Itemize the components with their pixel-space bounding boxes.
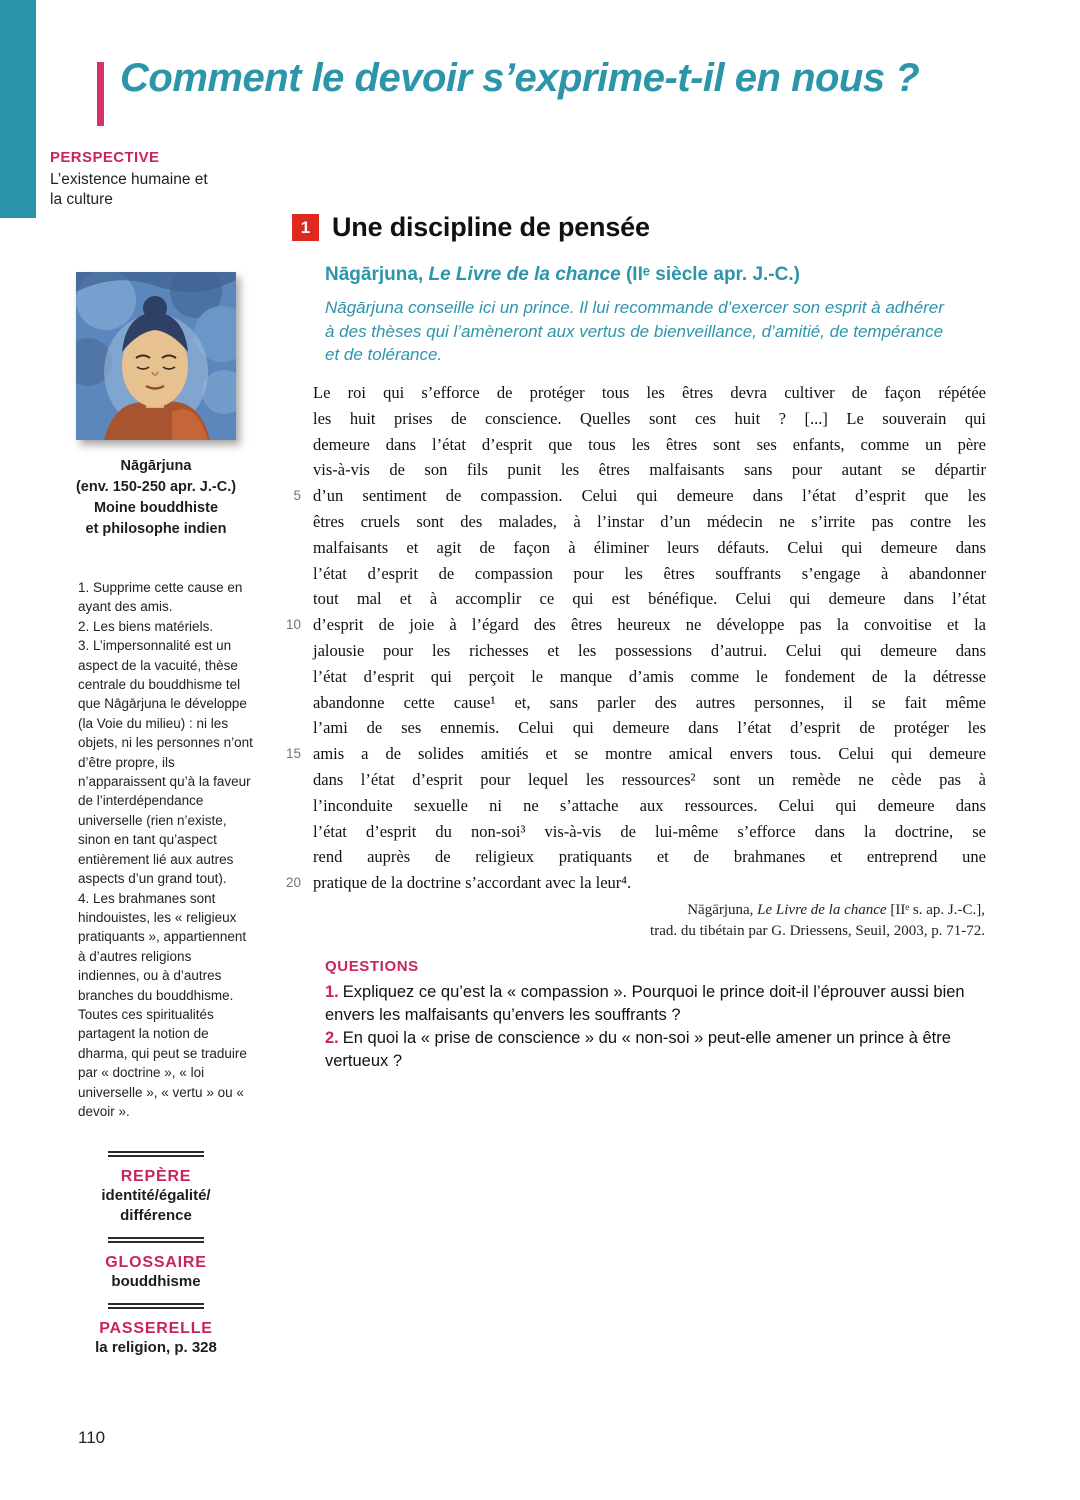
line-number [286,535,313,561]
work-date: (IIᵉ siècle apr. J.-C.) [625,264,800,285]
line-number [286,690,313,716]
line-text: pratique de la doctrine s’accordant avec la leur⁴. [313,873,632,893]
text-line [286,793,986,819]
work-title: Le Livre de la chance [428,264,626,285]
chapter-header [97,56,919,126]
citation-date: [IIᵉ s. ap. J.-C.], [886,902,985,918]
text-line [286,741,986,767]
line-text: amis a de solides amitiés et se montre amical envers tous. Celui qui demeure [313,744,986,764]
footnote: 4. Les brahmanes sont hindouistes, les « religieux pratiquants », appartiennent à d’autres religions indiennes, ou à d’autres branches du bouddhisme. Toutes ces spiritualités partagent la notion de dharma, qui peut se traduire par « doctrine », « loi universelle », « vertu » ou « devoir ». [78,890,247,1119]
page-number: 110 [78,1428,106,1447]
repere-text-line2: différence [120,1207,192,1224]
sidebar-boxes [60,1140,252,1358]
text-line [286,483,986,509]
line-text: l’inconduite sexuelle ni ne s’attache aux ressources. Celui qui demeure dans [313,795,986,815]
line-number [286,715,313,741]
perspective-text: L’existence humaine et la culture [50,171,208,208]
work-reference-heading [325,264,800,286]
line-number [286,819,313,845]
line-number: 15 [286,746,302,762]
questions-section [325,958,1005,1073]
line-number: 5 [293,488,301,504]
portrait-caption-line: et philosophe indien [85,521,227,537]
line-number [286,432,313,458]
chapeau-intro: Nāgārjuna conseille ici un prince. Il lui recommande d’exercer son esprit à adhérer à des thèses qui l’amèneront aux vertus de bienveillance, d’amitié, de tempérance et de tolérance. [325,298,944,364]
portrait-caption-line: Moine bouddhiste [93,500,219,516]
body-text [286,380,986,896]
line-text: demeure dans l’état d’esprit que tous les êtres sont ses enfants, comme un père [313,434,986,454]
line-text: jalousie pour les richesses et les possessions d’autrui. Celui qui demeure dans [313,640,986,660]
text-line [286,406,986,432]
line-text: l’état d’esprit du non-soi³ vis-à-vis de lui-même s’efforce dans la doctrine, se [313,821,986,841]
line-number [286,406,313,432]
text-line [286,844,986,870]
line-number [286,793,313,819]
portrait-caption-line: (env. 150-250 apr. J.-C.) [75,479,237,495]
questions-label: QUESTIONS [325,958,419,975]
text-line [286,819,986,845]
text-line [286,457,986,483]
citation-line2: trad. du tibétain par G. Driessens, Seuil, 2003, p. 71-72. [650,923,985,939]
line-number [286,586,313,612]
question-text: Expliquez ce qu’est la « compassion ». Pourquoi le prince doit-il l’éprouver aussi bien envers les malfaisants qu’envers les souffrants ? [325,983,965,1024]
source-citation [325,900,985,942]
line-number [286,509,313,535]
repere-label: REPÈRE [120,1168,192,1185]
text-line [286,535,986,561]
divider-rule [108,1151,204,1157]
line-number [286,561,313,587]
question-item [325,1027,1005,1073]
text-line [286,612,986,638]
line-number [286,380,313,406]
line-text: abandonne cette cause¹ et, sans parler des autres personnes, il se fait même [313,692,986,712]
nagarjuna-portrait-image [76,272,236,440]
glossaire-text: bouddhisme [111,1273,201,1290]
line-text: l’état d’esprit de compassion pour les êtres souffrants s’engage à abandonner [313,563,986,583]
divider-rule [108,1303,204,1309]
line-text: d’esprit de joie à l’égard des êtres heureux ne développe pas la convoitise et la [313,615,986,635]
line-number [286,457,313,483]
text-line [286,586,986,612]
text-line [286,870,986,896]
perspective-label: PERSPECTIVE [50,149,160,166]
text-line [286,380,986,406]
line-text: malfaisants et agit de façon à éliminer leurs défauts. Celui qui demeure dans [313,537,986,557]
glossaire-label: GLOSSAIRE [105,1254,207,1271]
line-text: d’un sentiment de compassion. Celui qui demeure dans l’état d’esprit que les [313,486,986,506]
citation-author: Nāgārjuna, [687,902,758,918]
line-text: vis-à-vis de son fils punit les êtres malfaisants sans pour autant se départir [313,460,986,480]
question-item [325,981,1005,1027]
line-number: 20 [286,875,302,891]
text-line [286,638,986,664]
text-line [286,561,986,587]
line-text: Le roi qui s’efforce de protéger tous les êtres devra cultiver de façon répétée [313,383,986,402]
portrait-caption-line: Nāgārjuna [120,458,192,474]
question-number: 2. [325,1029,339,1047]
line-number [286,664,313,690]
chapter-title: Comment le devoir s’exprime-t-il en nous ? [120,56,920,100]
text-line [286,664,986,690]
line-number: 10 [286,617,302,633]
title-accent-bar [97,62,104,126]
divider-rule [108,1237,204,1243]
section-heading [292,212,650,243]
portrait-caption [40,456,272,540]
text-line [286,715,986,741]
footnote: 3. L’impersonnalité est un aspect de la vacuité, thèse centrale du bouddhisme tel que Nāgārjuna le développe (la Voie du milieu) : ni les objets, ni les personnes n’ont d’être propre, ils n’apparaissent qu’à la faveur de l’interdépendance universelle (rien n’existe, sinon en tant qu’aspect entièrement lié aux autres aspects d’un grand tout). [78,638,253,887]
question-text: En quoi la « prise de conscience » du « non-soi » peut-elle amener un prince à être vertueux ? [325,1029,951,1070]
citation-line1 [325,900,985,921]
line-text: êtres cruels sont des malades, à l’instar d’un médecin ne s’irrite pas contre les [313,511,986,531]
citation-work-title: Le Livre de la chance [757,902,887,918]
line-number [286,767,313,793]
section-number-badge: 1 [292,214,319,241]
question-number: 1. [325,983,339,1001]
line-text: l’état d’esprit qui perçoit le manque d’amis comme le fondement de la détresse [313,666,986,686]
text-line [286,509,986,535]
line-text: tout mal et à accomplir ce qui est bénéfique. Celui qui demeure dans l’état [313,589,986,609]
footnote: 1. Supprime cette cause en ayant des amis. [78,580,243,615]
portrait-illustration [76,272,236,440]
line-text: l’ami de ses ennemis. Celui qui demeure dans l’état d’esprit de protéger les [313,718,986,738]
line-text: les huit prises de conscience. Quelles sont ces huit ? [...] Le souverain qui [313,408,986,428]
section-title: Une discipline de pensée [332,212,650,242]
line-text: dans l’état d’esprit pour lequel les ressources² sont un remède ne cède pas à [313,769,986,789]
passerelle-label: PASSERELLE [99,1320,213,1337]
repere-text-line1: identité/égalité/ [101,1187,211,1204]
footnotes [78,578,254,1121]
text-line [286,690,986,716]
line-number [286,844,313,870]
questions-list [325,981,1005,1073]
perspective-block [50,149,230,210]
corner-accent-bar [0,0,36,218]
footnote: 2. Les biens matériels. [78,618,214,634]
passerelle-text: la religion, p. 328 [95,1339,217,1356]
text-line [286,767,986,793]
line-number [286,638,313,664]
line-text: rend auprès de religieux pratiquants et de brahmanes et entreprend une [313,847,986,867]
work-author: Nāgārjuna, [325,264,429,285]
text-line [286,432,986,458]
